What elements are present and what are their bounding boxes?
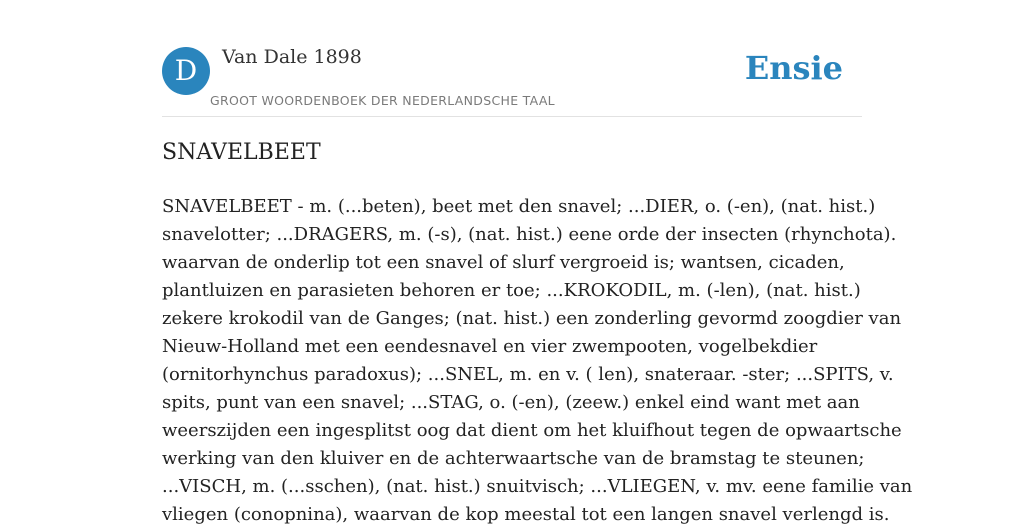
definition-line: plantluizen en parasieten behoren er toe; ...KROKODIL, m. (-len), (nat. hist.)	[162, 280, 861, 301]
definition-line: (ornitorhynchus paradoxus); ...SNEL, m. en v. ( len), snateraar. -ster; ...SPITS, v.	[162, 364, 894, 385]
definition-line: waarvan de onderlip tot een snavel of slurf vergroeid is; wantsen, cicaden,	[162, 252, 845, 273]
definition-line: werking van den kluiver en de achterwaartsche van de bramstag te steunen;	[162, 448, 865, 469]
definition-line: vliegen (conopnina), waarvan de kop meestal tot een langen snavel verlengd is.	[162, 504, 890, 525]
definition-line: ...VISCH, m. (...sschen), (nat. hist.) snuitvisch; ...VLIEGEN, v. mv. eene familie van	[162, 476, 913, 497]
definition-line: snavelotter; ...DRAGERS, m. (-s), (nat. hist.) eene orde der insecten (rhynchota).	[162, 224, 897, 245]
definition-line: spits, punt van een snavel; ...STAG, o. (-en), (zeew.) enkel eind want met aan	[162, 392, 860, 413]
brand-logo[interactable]: Ensie	[744, 49, 843, 87]
definition-line: zekere krokodil van de Ganges; (nat. hist.) een zonderling gevormd zoogdier van	[162, 308, 902, 329]
definition-line: weerszijden een ingesplitst oog dat dient om het kluifhout tegen de opwaartsche	[162, 420, 902, 441]
dictionary-logo[interactable]: D	[162, 47, 210, 95]
entry-headword: SNAVELBEET	[162, 140, 321, 165]
dictionary-header	[162, 46, 862, 117]
dictionary-title[interactable]: Van Dale 1898	[222, 46, 362, 68]
definition-line: Nieuw-Holland met een eendesnavel en vier zwempooten, vogelbekdier	[162, 336, 818, 357]
entry-definition	[162, 193, 913, 529]
dictionary-subtitle: GROOT WOORDENBOEK DER NEDERLANDSCHE TAAL	[210, 93, 555, 108]
definition-line: SNAVELBEET - m. (...beten), beet met den snavel; ...DIER, o. (-en), (nat. hist.)	[162, 196, 876, 217]
